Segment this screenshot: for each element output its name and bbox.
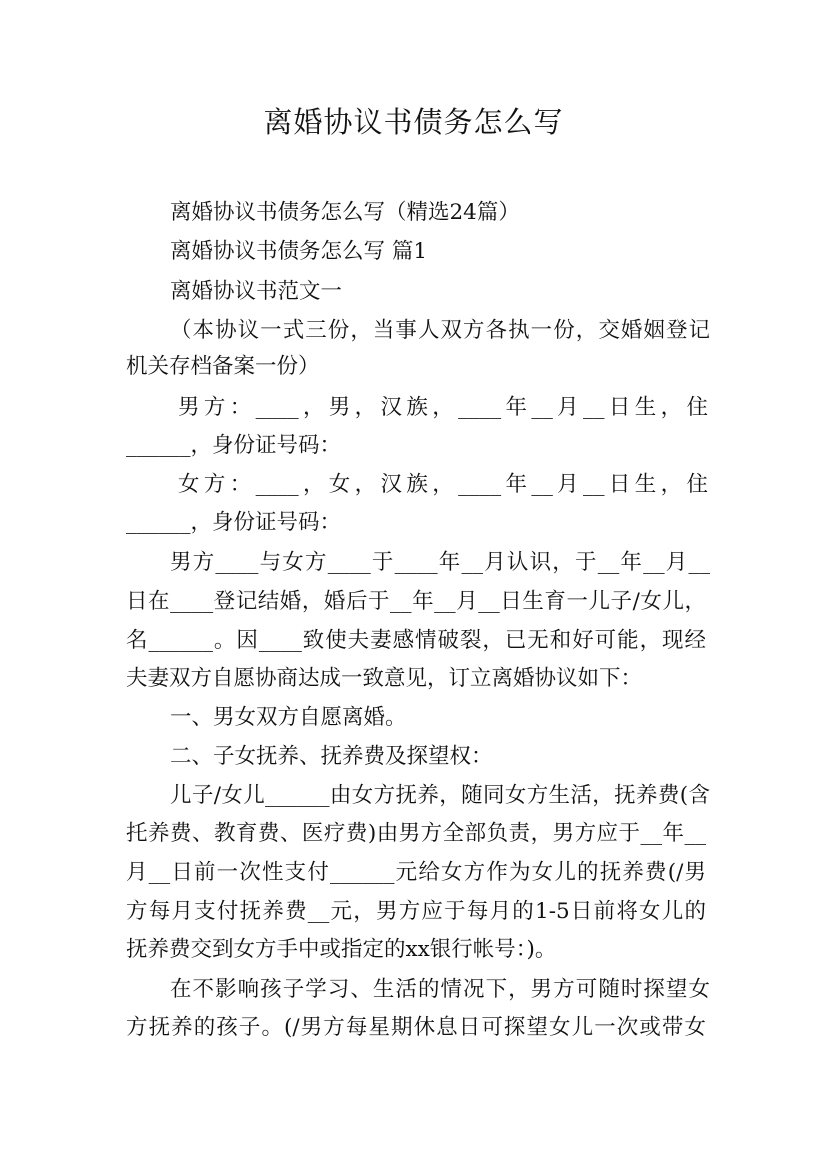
male-party-line: ______，身份证号码： xyxy=(126,433,342,458)
paragraph-line: 月__日前一次性支付______元给女方作为女儿的抚养费(/男 xyxy=(126,860,706,885)
male-party-line: 男方：____，男，汉族，____年__月__日生，住 xyxy=(178,395,708,420)
paragraph-line: 名______。因____致使夫妻感情破裂，已无和好可能，现经 xyxy=(126,628,706,653)
paragraph-line: 方每月支付抚养费__元，男方应于每月的1-5日前将女儿的 xyxy=(126,899,706,924)
paragraph-line: （本协议一式三份，当事人双方各执一份，交婚姻登记 xyxy=(170,318,710,343)
paragraph-line: 抚养费交到女方手中或指定的xx银行帐号：)。 xyxy=(126,937,557,962)
sample-heading: 离婚协议书范文一 xyxy=(170,279,343,304)
paragraph-line: 日在____登记结婚，婚后于__年__月__日生育一儿子/女儿， xyxy=(126,589,706,614)
clause-line: 一、男女双方自愿离婚。 xyxy=(170,705,407,730)
paragraph-line: 机关存档备案一份） xyxy=(126,354,320,379)
paragraph-line: 在不影响孩子学习、生活的情况下，男方可随时探望女 xyxy=(170,977,710,1002)
paragraph-line: 夫妻双方自愿协商达成一致意见，订立离婚协议如下： xyxy=(126,666,643,691)
clause-line: 二、子女抚养、抚养费及探望权： xyxy=(170,744,493,769)
paragraph-line: 方抚养的孩子。(/男方每星期休息日可探望女儿一次或带女 xyxy=(126,1015,706,1040)
female-party-line: 女方：____，女，汉族，____年__月__日生，住 xyxy=(178,472,708,497)
female-party-line: ______，身份证号码： xyxy=(126,510,342,535)
subtitle-line: 离婚协议书债务怎么写（精选24篇） xyxy=(170,200,520,225)
paragraph-line: 托养费、教育费、医疗费)由男方全部负责，男方应于__年__ xyxy=(126,821,706,846)
section-heading: 离婚协议书债务怎么写 篇1 xyxy=(170,239,428,264)
paragraph-line: 男方____与女方____于____年__月认识，于__年__月__ xyxy=(170,550,710,575)
paragraph-line: 儿子/女儿______由女方抚养，随同女方生活，抚养费(含 xyxy=(170,783,710,808)
document-title: 离婚协议书债务怎么写 xyxy=(263,105,564,139)
